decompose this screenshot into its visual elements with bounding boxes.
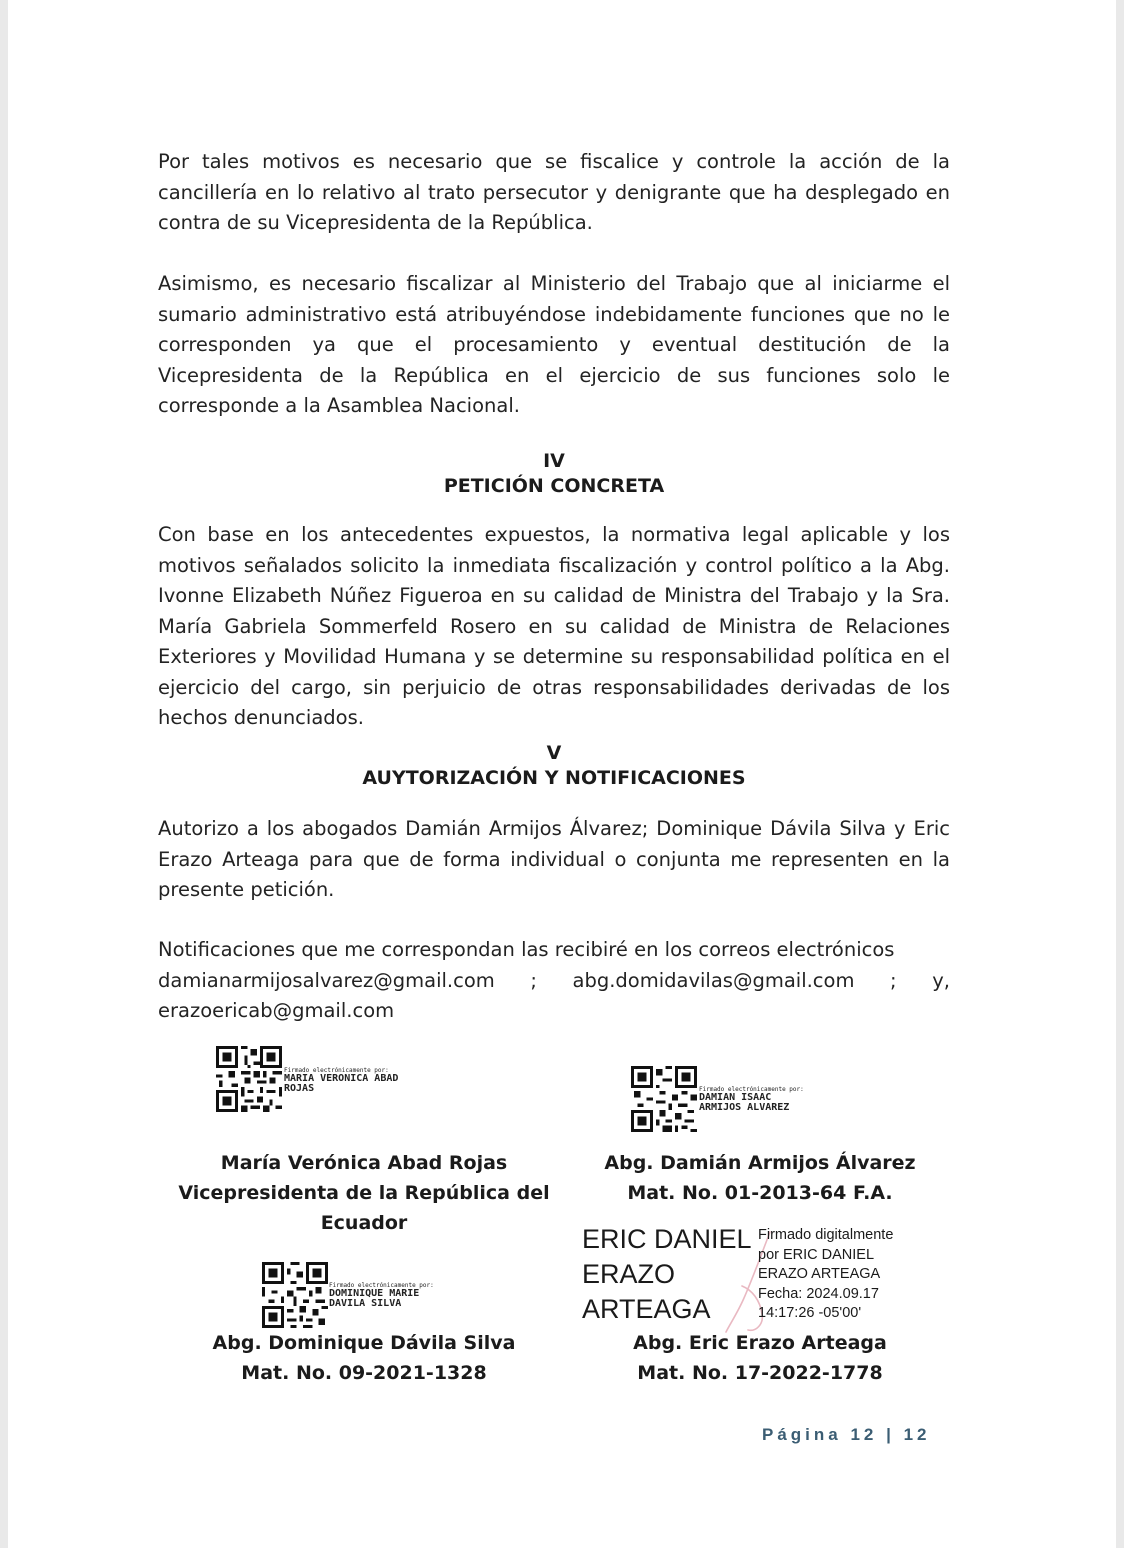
stamp-caption: Firmado electrónicamente por: — [329, 1282, 434, 1289]
electronic-signature-stamp-armijos — [699, 1086, 804, 1113]
signer-role: Vicepresidenta de la República del — [178, 1182, 550, 1204]
stamp-caption: Firmado electrónicamente por: — [284, 1067, 389, 1074]
signer-registration: Mat. No. 17-2022-1778 — [637, 1362, 883, 1384]
email-conjunction: y, — [932, 969, 950, 992]
stamp-caption: Firmado electrónicamente por: — [699, 1086, 804, 1093]
stamp-name-line2: ARMIJOS ALVAREZ — [699, 1102, 790, 1113]
signature-block-davila — [164, 1328, 564, 1388]
signer-registration: Mat. No. 09-2021-1328 — [241, 1362, 487, 1384]
section-v-title: AUYTORIZACIÓN Y NOTIFICACIONES — [362, 767, 746, 789]
stamp-name-line2: ROJAS — [284, 1083, 315, 1094]
paragraph-ministerio-trabajo: Asimismo, es necesario fiscalizar al Ministerio del Trabajo que al iniciarme el sumario administrativo está atribuyéndose indebidamente funciones que no le corresponden ya que el procesamiento y eventual destitución de la Vicepresidenta de la República en el ejercicio de sus funciones solo le corresponde a la Asamblea Nacional. — [158, 272, 950, 417]
paragraph-cancilleria: Por tales motivos es necesario que se fiscalice y controle la acción de la cancillería en lo relativo al trato persecutor y denigrante que ha desplegado en contra de su Vicepresidenta de la República. — [158, 150, 950, 234]
email-erazo[interactable]: erazoericab@gmail.com — [158, 999, 395, 1022]
signer-name: María Verónica Abad Rojas — [220, 1152, 508, 1174]
section-iv-title: PETICIÓN CONCRETA — [443, 475, 665, 497]
paragraph-peticion: Con base en los antecedentes expuestos, la normativa legal aplicable y los motivos señalados solicito la inmediata fiscalización y control político a la Abg. Ivonne Elizabeth Núñez Figueroa en su calidad de Ministra del Trabajo y la Sra. María Gabriela Sommerfeld Rosero en su calidad de Ministra de Relaciones Exteriores y Movilidad Humana y se determine su responsabilidad política en el ejercicio del cargo, sin perjuicio de otras responsabilidades derivadas de los hechos denunciados. — [158, 523, 950, 729]
digital-signature-detail: por ERIC DANIEL — [758, 1246, 875, 1263]
signer-role: Ecuador — [320, 1212, 408, 1234]
signer-name: Abg. Dominique Dávila Silva — [212, 1332, 516, 1354]
digital-signature-detail: Firmado digitalmente — [758, 1227, 894, 1243]
email-line — [158, 966, 950, 997]
email-separator: ; — [890, 969, 897, 992]
digital-signature-detail: ERAZO ARTEAGA — [758, 1266, 881, 1282]
electronic-signature-stamp-abad — [284, 1067, 398, 1094]
stamp-name-line1: DAMIAN ISAAC — [699, 1092, 772, 1103]
paragraph-autorizacion: Autorizo a los abogados Damián Armijos Álvarez; Dominique Dávila Silva y Eric Erazo Arteaga para que de forma individual o conjunta me representen en la presente petición. — [158, 817, 950, 901]
stamp-name-line1: MARIA VERONICA ABAD — [284, 1073, 399, 1084]
qr-code-icon — [216, 1046, 282, 1112]
digital-signature-detail: Fecha: 2024.09.17 — [758, 1285, 879, 1302]
page-number: Página 12 | 12 — [762, 1425, 931, 1444]
email-separator: ; — [530, 969, 537, 992]
signature-block-abad — [164, 1148, 564, 1238]
digital-signature-detail: 14:17:26 -05'00' — [758, 1305, 862, 1321]
stamp-name-line1: DOMINIQUE MARIE — [329, 1288, 420, 1299]
digital-signature-name-line: ERIC DANIEL — [582, 1224, 752, 1254]
digital-signature-details — [758, 1226, 893, 1324]
qr-code-icon — [262, 1262, 328, 1328]
signer-name: Abg. Eric Erazo Arteaga — [633, 1332, 887, 1354]
digital-signature-name-line: ARTEAGA — [582, 1294, 711, 1324]
digital-signature-name-line: ERAZO — [582, 1259, 676, 1289]
section-v-number: V — [546, 742, 562, 764]
paragraph-notificaciones: Notificaciones que me correspondan las recibiré en los correos electrónicos — [158, 938, 895, 961]
email-davila[interactable]: abg.domidavilas@gmail.com — [572, 969, 855, 992]
electronic-signature-stamp-davila — [329, 1282, 434, 1309]
stamp-name-line2: DAVILA SILVA — [329, 1298, 402, 1309]
signature-block-erazo — [560, 1328, 960, 1388]
qr-code-icon — [631, 1066, 697, 1132]
email-armijos[interactable]: damianarmijosalvarez@gmail.com — [158, 969, 495, 992]
signer-name: Abg. Damián Armijos Álvarez — [604, 1152, 916, 1174]
section-iv-number: IV — [543, 450, 565, 472]
signer-registration: Mat. No. 01-2013-64 F.A. — [627, 1182, 893, 1204]
signature-block-armijos — [560, 1148, 960, 1208]
